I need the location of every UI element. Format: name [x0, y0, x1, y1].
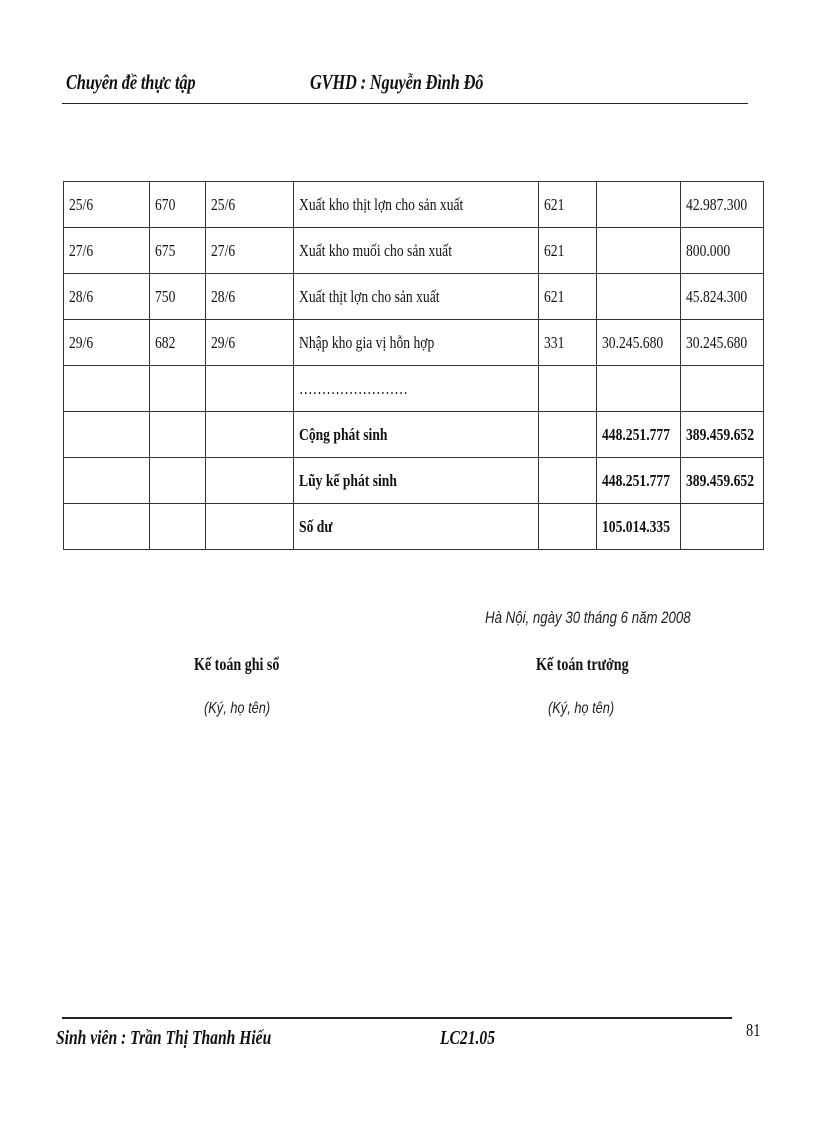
cell-credit [681, 366, 764, 412]
cell-description: Nhập kho gia vị hỗn hợp [294, 320, 539, 366]
cell-debit: 448.251.777 [597, 458, 681, 504]
cell-date [64, 458, 150, 504]
table-row [64, 274, 764, 320]
cell-doc-number [150, 366, 206, 412]
cell-doc-date [206, 366, 294, 412]
cell-doc-date: 28/6 [206, 274, 294, 320]
signature-date-line: Hà Nội, ngày 30 tháng 6 năm 2008 [485, 608, 691, 627]
cell-credit: 389.459.652 [681, 412, 764, 458]
cell-date [64, 366, 150, 412]
cell-account: 621 [539, 274, 597, 320]
cell-doc-date [206, 412, 294, 458]
cell-debit [597, 274, 681, 320]
ledger-table [63, 181, 764, 550]
cell-doc-date: 27/6 [206, 228, 294, 274]
total-row [64, 412, 764, 458]
table-row [64, 228, 764, 274]
table-row [64, 182, 764, 228]
cell-debit: 30.245.680 [597, 320, 681, 366]
cell-date [64, 412, 150, 458]
cell-doc-date: 29/6 [206, 320, 294, 366]
cell-account [539, 458, 597, 504]
cell-doc-date [206, 504, 294, 550]
cell-doc-number: 670 [150, 182, 206, 228]
cell-description: Lũy kế phát sinh [294, 458, 539, 504]
chief-accountant-sign-note: (Ký, họ tên) [548, 700, 615, 717]
cell-account [539, 366, 597, 412]
cell-account: 621 [539, 228, 597, 274]
cell-account [539, 504, 597, 550]
cell-doc-number [150, 458, 206, 504]
cell-doc-number: 675 [150, 228, 206, 274]
cell-description: …………………… [294, 366, 539, 412]
table-row [64, 320, 764, 366]
cell-credit: 45.824.300 [681, 274, 764, 320]
cell-credit: 42.987.300 [681, 182, 764, 228]
cell-debit [597, 182, 681, 228]
chief-accountant-title: Kế toán trưởng [536, 654, 629, 674]
cell-credit [681, 504, 764, 550]
cell-doc-number: 750 [150, 274, 206, 320]
cell-doc-number: 682 [150, 320, 206, 366]
table-row [64, 366, 764, 412]
total-row [64, 504, 764, 550]
footer-class-code: LC21.05 [440, 1027, 496, 1049]
cell-description: Xuất thịt lợn cho sản xuất [294, 274, 539, 320]
cell-doc-date [206, 458, 294, 504]
cell-description: Cộng phát sinh [294, 412, 539, 458]
footer-divider [62, 1017, 732, 1019]
cell-debit: 448.251.777 [597, 412, 681, 458]
cell-credit: 800.000 [681, 228, 764, 274]
bookkeeper-sign-note: (Ký, họ tên) [204, 700, 271, 717]
footer-student-name: Sinh viên : Trần Thị Thanh Hiếu [56, 1027, 272, 1049]
cell-date: 27/6 [64, 228, 150, 274]
cell-date [64, 504, 150, 550]
cell-doc-number [150, 412, 206, 458]
bookkeeper-title: Kế toán ghi sổ [194, 654, 280, 674]
header-course-title: Chuyên đề thực tập [66, 70, 196, 94]
cell-credit: 30.245.680 [681, 320, 764, 366]
cell-date: 29/6 [64, 320, 150, 366]
cell-account: 331 [539, 320, 597, 366]
cell-debit: 105.014.335 [597, 504, 681, 550]
cell-date: 25/6 [64, 182, 150, 228]
cell-debit [597, 366, 681, 412]
page-number: 81 [746, 1020, 761, 1040]
cell-credit: 389.459.652 [681, 458, 764, 504]
header-divider [62, 103, 748, 104]
cell-account: 621 [539, 182, 597, 228]
cell-account [539, 412, 597, 458]
cell-debit [597, 228, 681, 274]
cell-description: Xuất kho thịt lợn cho sản xuất [294, 182, 539, 228]
cell-doc-date: 25/6 [206, 182, 294, 228]
cell-doc-number [150, 504, 206, 550]
cell-description: Số dư [294, 504, 539, 550]
header-supervisor: GVHD : Nguyễn Đình Đô [310, 70, 484, 94]
total-row [64, 458, 764, 504]
cell-date: 28/6 [64, 274, 150, 320]
cell-description: Xuất kho muối cho sản xuất [294, 228, 539, 274]
